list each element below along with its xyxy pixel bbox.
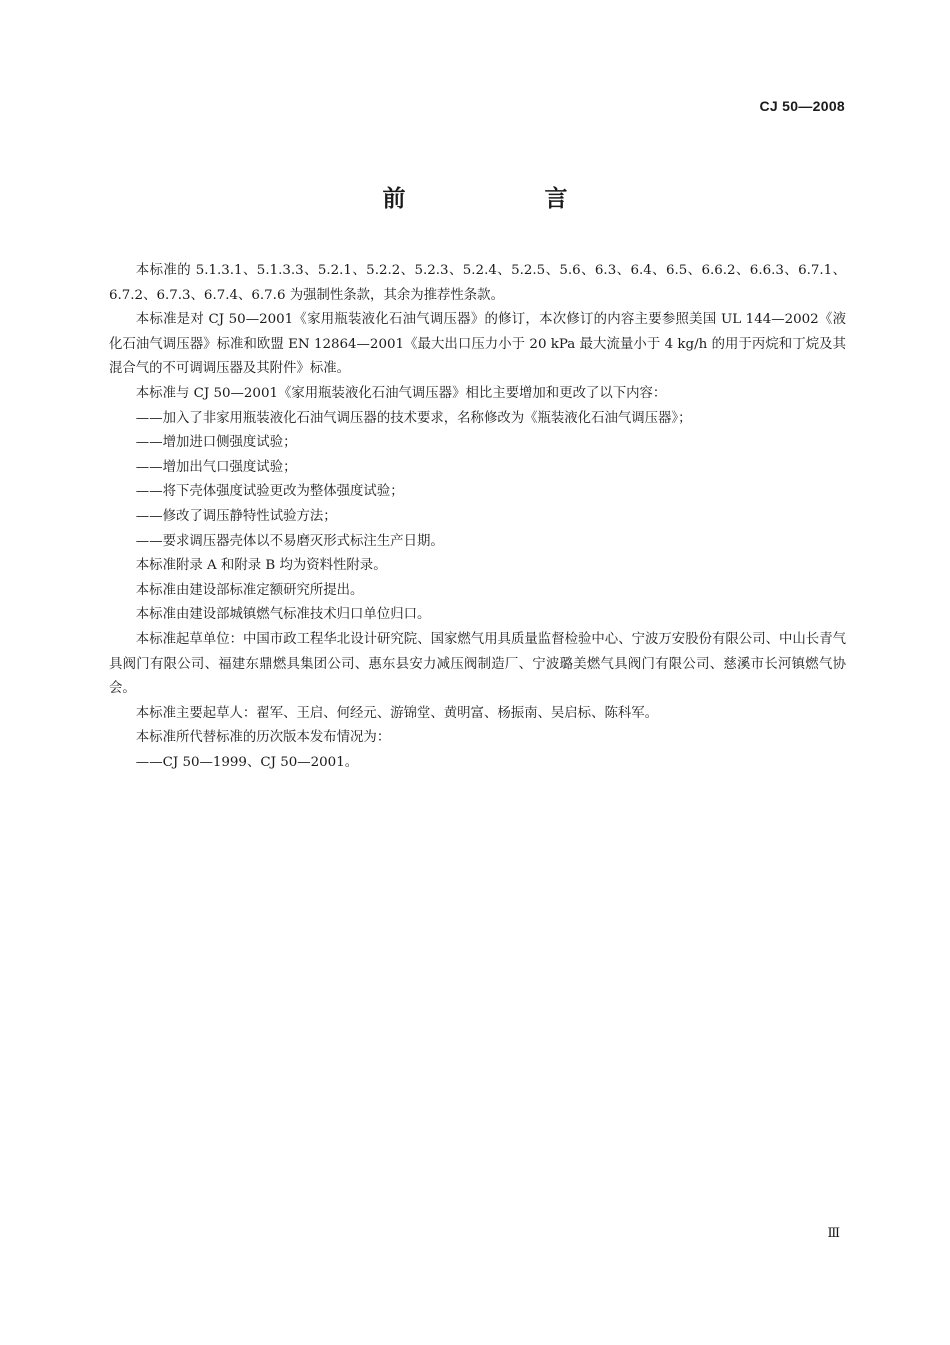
page-number: Ⅲ (827, 1225, 840, 1240)
change-item: ——修改了调压静特性试验方法； (135, 508, 337, 524)
paragraph-administrator: 本标准由建设部城镇燃气标准技术归口单位归口。 (135, 607, 431, 623)
standard-code: CJ 50—2008 (759, 98, 845, 114)
change-item: ——增加进口侧强度试验； (135, 435, 297, 451)
change-item: ——要求调压器壳体以不易磨灭形式标注生产日期。 (135, 533, 444, 549)
paragraph-drafters: 本标准主要起草人：翟军、王启、何经元、游锦堂、黄明富、杨振南、吴启标、陈科军。 (135, 705, 659, 721)
paragraph-appendix: 本标准附录 A 和附录 B 均为资料性附录。 (135, 558, 387, 574)
page-title: 前 言 (382, 186, 626, 212)
paragraph-mandatory-clauses: 本标准的 5.1.3.1、5.1.3.3、5.2.1、5.2.2、5.2.3、5.2.4、5.2.5、5.6、6.3、6.4、6.5、6.6.2、6.6.3、6.7.1、6.7.2、6.7.3、6.7.4、6.7.6 为强制性条款，其余为推荐性条款。 (109, 263, 846, 303)
preface-body (109, 259, 846, 775)
change-item: ——将下壳体强度试验更改为整体强度试验； (135, 484, 404, 500)
paragraph-previous-editions-intro: 本标准所代替标准的历次版本发布情况为： (135, 730, 391, 746)
paragraph-changes-intro: 本标准与 CJ 50—2001《家用瓶装液化石油气调压器》相比主要增加和更改了以下内容： (135, 385, 667, 401)
previous-edition-item: ——CJ 50—1999、CJ 50—2001。 (135, 754, 359, 770)
paragraph-revision-basis: 本标准是对 CJ 50—2001《家用瓶装液化石油气调压器》的修订，本次修订的内容主要参照美国 UL 144—2002《液化石油气调压器》标准和欧盟 EN 12864—2001《最大出口压力小于 20 kPa 最大流量小于 4 kg/h 的用于丙烷和丁烷及其混合气的不可调调压器及其附件》标准。 (109, 312, 846, 377)
paragraph-drafting-units: 本标准起草单位：中国市政工程华北设计研究院、国家燃气用具质量监督检验中心、宁波万安股份有限公司、中山长青气具阀门有限公司、福建东鼎燃具集团公司、惠东县安力减压阀制造厂、宁波璐美燃气具阀门有限公司、慈溪市长河镇燃气协会。 (109, 631, 846, 697)
change-item: ——加入了非家用瓶装液化石油气调压器的技术要求，名称修改为《瓶装液化石油气调压器》； (135, 410, 692, 426)
paragraph-proposer: 本标准由建设部标准定额研究所提出。 (135, 582, 364, 598)
change-item: ——增加出气口强度试验； (135, 459, 297, 475)
